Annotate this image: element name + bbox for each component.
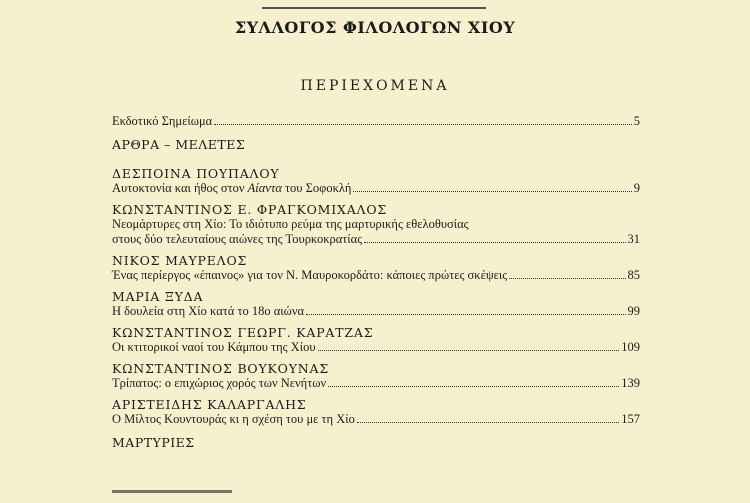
toc-entry-title: Η δουλεία στη Χίο κατά το 18ο αιώνα: [112, 304, 305, 318]
toc-entry-title: [112, 181, 351, 196]
toc-entry: [112, 304, 640, 319]
table-of-contents: [112, 114, 640, 450]
dot-leader: [318, 350, 620, 351]
toc-entry-title-line: Νεομάρτυρες στη Χίο: Το ιδιότυπο ρεύμα της μαρτυρικής εθελοθυσίας: [112, 217, 469, 231]
toc-author: ΝΙΚΟΣ ΜΑΥΡΕΛΟΣ: [112, 253, 248, 268]
contents-heading: ΠΕΡΙΕΧΟΜΕΝΑ: [300, 78, 450, 94]
toc-entry-page: 31: [627, 232, 640, 246]
toc-entry: [112, 268, 640, 283]
toc-entry-title: Ο Μίλτος Κουντουράς κι η σχέση του με τη Χίο: [112, 412, 355, 426]
toc-entry-title: στους δύο τελευταίους αιώνες της Τουρκοκρατίας: [112, 232, 363, 246]
toc-author: ΔΕΣΠΟΙΝΑ ΠΟΥΠΑΛΟΥ: [112, 166, 280, 181]
toc-author: ΚΩΝΣΤΑΝΤΙΝΟΣ Ε. ΦΡΑΓΚΟΜΙΧΑΛΟΣ: [112, 202, 388, 217]
toc-entry-page: 139: [621, 376, 640, 390]
title-part: του Σοφοκλή: [281, 181, 352, 195]
dot-leader: [353, 191, 631, 192]
dot-leader: [357, 422, 619, 423]
section-heading-studies: ΑΡΘΡΑ – ΜΕΛΕΤΕΣ: [112, 137, 246, 152]
toc-entry-title: Οι κτιτορικοί ναοί του Κάμπου της Χίου: [112, 340, 316, 354]
toc-entry-page: 109: [621, 340, 640, 354]
toc-entry-page: 85: [627, 268, 640, 282]
dot-leader: [364, 242, 625, 243]
toc-entry-page: 5: [633, 114, 640, 128]
toc-entry-editorial: [112, 114, 640, 129]
title-part: Αυτοκτονία και ήθος στον: [112, 181, 248, 195]
toc-entry-title: Εκδοτικό Σημείωμα: [112, 114, 213, 128]
toc-entry-page: 157: [621, 412, 640, 426]
toc-entry: [112, 181, 640, 196]
cut-off-text-fragment: [112, 490, 232, 503]
society-title: ΣΥΛΛΟΓΟΣ ΦΙΛΟΛΟΓΩΝ ΧΙΟΥ: [234, 18, 516, 37]
dot-leader: [509, 278, 625, 279]
toc-entry-title: Τρίπατος: ο επιχώριος χορός των Νενήτων: [112, 376, 327, 390]
dot-leader: [306, 314, 625, 315]
dot-leader: [328, 386, 619, 387]
toc-author: ΜΑΡΙΑ ΞΥΔΑ: [112, 289, 204, 304]
title-italic-part: Αίαντα: [247, 181, 282, 195]
toc-author: ΑΡΙΣΤΕΙΔΗΣ ΚΑΛΑΡΓΑΛΗΣ: [112, 397, 307, 412]
toc-entry: [112, 412, 640, 427]
toc-entry: [112, 232, 640, 247]
toc-entry-title: Ένας περίεργος «έπαινος» για τον Ν. Μαυροκορδάτο: κάποιες πρώτες σκέψεις: [112, 268, 508, 282]
toc-author: ΚΩΝΣΤΑΝΤΙΝΟΣ ΒΟΥΚΟΥΝΑΣ: [112, 361, 329, 376]
top-rule: [262, 0, 486, 9]
toc-entry: [112, 340, 640, 355]
toc-entry-page: 9: [633, 181, 640, 195]
dot-leader: [214, 124, 632, 125]
toc-entry: [112, 376, 640, 391]
section-heading-testimonies: ΜΑΡΤΥΡΙΕΣ: [112, 435, 195, 450]
toc-author: ΚΩΝΣΤΑΝΤΙΝΟΣ ΓΕΩΡΓ. ΚΑΡΑΤΖΑΣ: [112, 325, 374, 340]
toc-entry-page: 99: [627, 304, 640, 318]
